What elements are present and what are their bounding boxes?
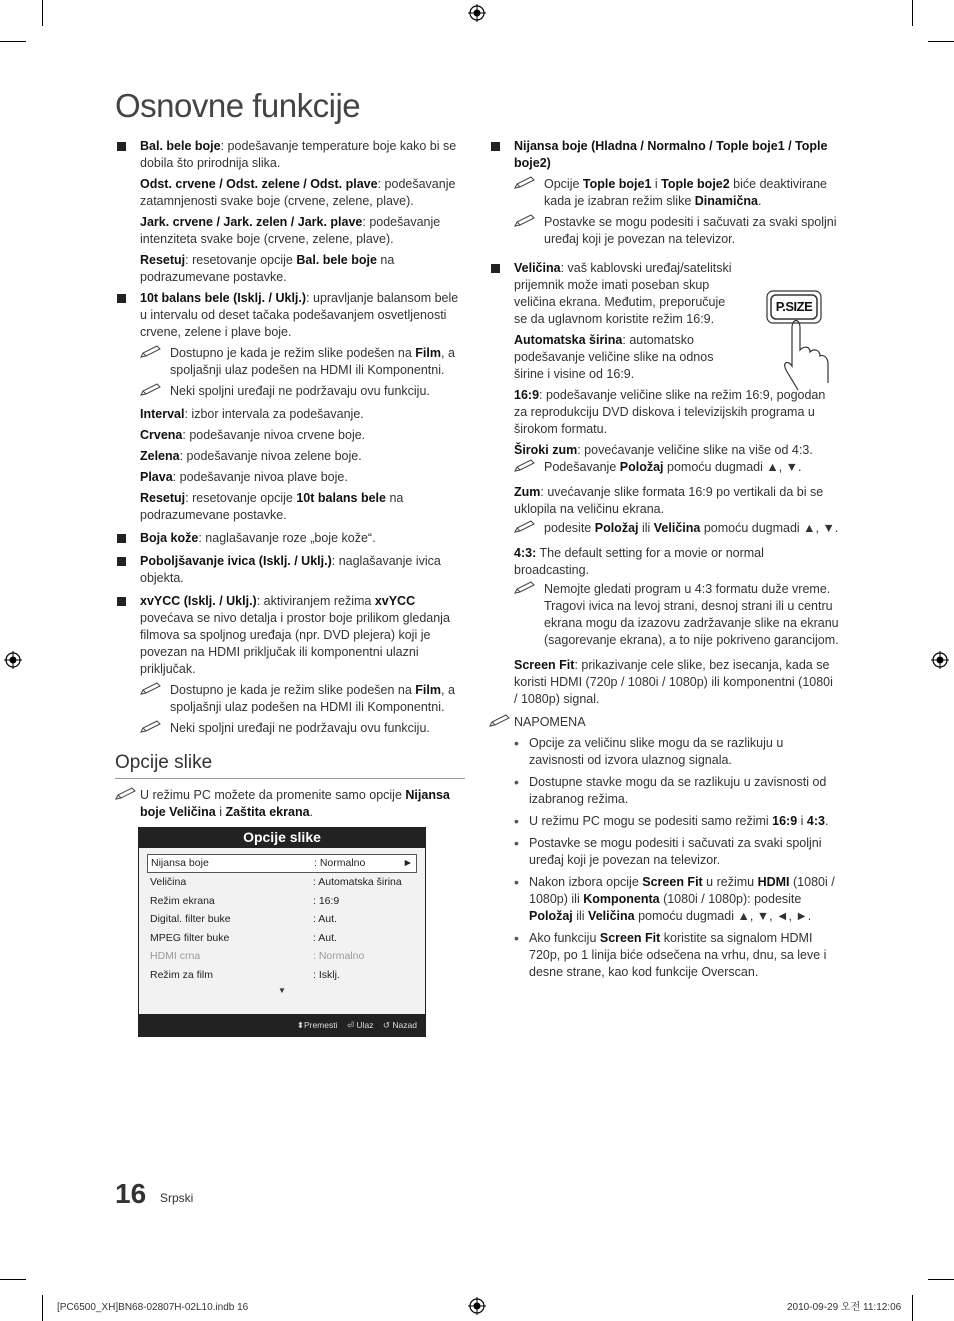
scroll-down-icon[interactable]: ▼	[278, 985, 286, 995]
note: U režimu PC možete da promenite samo opcije Nijansa boje Veličina i Zaštita ekrana.	[115, 787, 465, 821]
paragraph: Screen Fit: prikazivanje cele slike, bez isecanja, kada se koristi HDMI (720p / 1080i / 1080p) ili komponentni (1080i / 1080p) signal.	[514, 658, 833, 706]
note: Neki spoljni uređaji ne podržavaju ovu funkciju.	[115, 383, 465, 400]
crop-mark	[0, 41, 26, 42]
note-pencil-icon	[514, 520, 536, 534]
paragraph: 16:9: podešavanje veličine slike na režim 16:9, pogodan za reprodukciju DVD diskova i televizijskih programa u širokom formatu.	[514, 388, 826, 436]
note-pencil-icon	[115, 787, 137, 801]
note: Neki spoljni uređaji ne podržavaju ovu funkciju.	[115, 720, 465, 737]
list-item: Bal. bele boje: podešavanje temperature boje kako bi se dobila što prirodnija slika.	[115, 138, 465, 172]
list-item: • Dostupne stavke mogu da se razlikuju u zavisnosti od izabranog režima.	[489, 774, 839, 808]
crop-mark	[928, 1279, 954, 1280]
note-heading: NAPOMENA	[489, 714, 839, 731]
note-pencil-icon	[489, 714, 511, 728]
paragraph: Odst. crvene / Odst. zelene / Odst. plave: podešavanje zatamnjenosti svake boje (crvene, zelene, plave).	[140, 177, 456, 208]
paragraph: Automatska širina: automatsko podešavanje veličine slike na odnos širine i visine od 16:9.	[514, 333, 714, 381]
arrow-right-icon: ►	[402, 857, 413, 869]
note-pencil-icon	[140, 682, 162, 696]
osd-menu	[138, 827, 426, 1037]
list-item: • Nakon izbora opcije Screen Fit u režimu HDMI (1080i / 1080p) ili Komponenta (1080i / 1080p): podesite Položaj ili Veličina pomoću dugmadi ▲, ▼, ◄, ►.	[489, 874, 839, 925]
list-item: Veličina: vaš kablovski uređaj/satelitski prijemnik može imati poseban skup veličina ekrana. Međutim, preporučuje se da uglavnom koristite režim 16:9.	[489, 260, 839, 328]
page-title: Osnovne funkcije	[115, 87, 361, 124]
list-item: • U režimu PC mogu se podesiti samo režimi 16:9 i 4:3.	[489, 813, 839, 830]
list-item: • Postavke se mogu podesiti i sačuvati za svaki spoljni uređaj koji je povezan na televizor.	[489, 835, 839, 869]
menu-item-velicina[interactable]: Veličina : Automatska širina	[150, 876, 402, 888]
menu-item-hdmi-crna: HDMI crna : Normalno	[150, 950, 365, 963]
language-label: Srpski	[160, 1191, 194, 1205]
note-pencil-icon	[514, 459, 536, 473]
list-item: • Opcije za veličinu slike mogu da se razlikuju u zavisnosti od izvora ulaznog signala.	[489, 735, 839, 769]
paragraph: Široki zum: povećavanje veličine slike na više od 4:3.	[514, 443, 813, 457]
crop-mark	[42, 1295, 43, 1321]
menu-footer: ⬍Premesti ⏎ Ulaz ↺ Nazad	[139, 1014, 425, 1036]
paragraph: Jark. crvene / Jark. zelen / Jark. plave: podešavanje intenziteta svake boje (crvene, zelene, plave).	[140, 215, 441, 246]
menu-item-rezim-ekrana[interactable]: Režim ekrana : 16:9	[150, 894, 340, 907]
move-icon: ⬍	[296, 1020, 304, 1030]
paragraph: Interval: izbor intervala za podešavanje.	[140, 407, 364, 421]
note: Dostupno je kada je režim slike podešen na Film, a spoljašnji ulaz podešen na HDMI ili Komponentni.	[115, 682, 465, 716]
crop-mark	[912, 1295, 913, 1321]
registration-mark-icon	[931, 651, 949, 669]
menu-header: Opcije slike	[139, 828, 425, 848]
menu-item-rezim-za-film[interactable]: Režim za film : Isklj.	[150, 968, 340, 981]
left-column	[115, 138, 465, 1037]
psize-button-label: P.SIZE	[775, 299, 813, 314]
paragraph: Plava: podešavanje nivoa plave boje.	[140, 470, 348, 484]
list-item: • Ako funkciju Screen Fit koristite sa signalom HDMI 720p, po 1 linija biće odsečena na vrhu, dnu, sa leve i desne strane, kao kod funkcije Overscan.	[489, 930, 839, 981]
file-info: [PC6500_XH]BN68-02807H-02L10.indb 16	[57, 1302, 249, 1313]
note-pencil-icon	[140, 345, 162, 359]
crop-mark	[42, 0, 43, 26]
paragraph: Zelena: podešavanje nivoa zelene boje.	[140, 449, 362, 463]
paragraph: Zum: uvećavanje slike formata 16:9 po vertikali da bi se uklopila na veličinu ekrana.	[514, 485, 824, 516]
list-item: Nijansa boje (Hladna / Normalno / Tople boje1 / Tople boje2)	[489, 138, 839, 172]
note-pencil-icon	[514, 176, 536, 190]
crop-mark	[0, 1279, 26, 1280]
menu-item-digital-filter[interactable]: Digital. filter buke : Aut.	[150, 913, 337, 926]
note: Opcije Tople boje1 i Tople boje2 biće deaktivirane kada je izabran režim slike Dinamična.	[489, 176, 839, 210]
list-item: xvYCC (Isklj. / Uklj.): aktiviranjem režima xvYCC povećava se nivo detalja i prostor boje prilikom gledanja filmova sa spoljnog uređaja (npr. DVD plejera) koji je povezan na HDMI priključak ili komponentni ulazni priključak.	[115, 593, 465, 678]
note-pencil-icon	[514, 214, 536, 228]
list-item: 10t balans bele (Isklj. / Uklj.): upravljanje balansom bele u intervalu od deset tačaka podešavanjem osvetljenosti crvene, zelene i plave boje.	[115, 290, 465, 341]
note: Nemojte gledati program u 4:3 formatu duže vreme. Tragovi ivica na levoj strani, desnoj strani ili u centru ekrana mogu da izazovu zadržavanje slike na ekranu (sagorevanje ekrana), a to nije pokriveno garancijom.	[489, 581, 839, 649]
note: Podešavanje Položaj pomoću dugmadi ▲, ▼.	[489, 459, 839, 476]
list-item: Boja kože: naglašavanje roze „boje kože“.	[115, 530, 465, 547]
list-item: Poboljšavanje ivica (Isklj. / Uklj.): naglašavanje ivica objekta.	[115, 553, 465, 587]
paragraph: Resetuj: resetovanje opcije 10t balans bele na podrazumevane postavke.	[140, 491, 404, 522]
crop-mark	[928, 41, 954, 42]
note: podesite Položaj ili Veličina pomoću dugmadi ▲, ▼.	[489, 520, 839, 537]
registration-mark-icon	[468, 1297, 486, 1315]
section-heading: Opcije slike	[115, 751, 465, 779]
menu-body	[139, 848, 425, 1014]
right-column	[489, 138, 839, 986]
back-icon: ↺	[382, 1020, 391, 1030]
note-pencil-icon	[140, 720, 162, 734]
menu-item-mpeg-filter[interactable]: MPEG filter buke : Aut.	[150, 931, 337, 944]
note: Postavke se mogu podesiti i sačuvati za svaki spoljni uređaj koji je povezan na televizor.	[489, 214, 839, 248]
paragraph: Resetuj: resetovanje opcije Bal. bele boje na podrazumevane postavke.	[140, 253, 395, 284]
print-date: 2010-09-29 오전 11:12:06	[787, 1302, 902, 1313]
page-number: 16	[115, 1178, 147, 1209]
crop-mark	[912, 0, 913, 26]
note-pencil-icon	[140, 383, 162, 397]
menu-item-nijansa-boje[interactable]: Nijansa boje : Normalno ►	[147, 854, 417, 873]
note: Dostupno je kada je režim slike podešen na Film, a spoljašnji ulaz podešen na HDMI ili Komponentni.	[115, 345, 465, 379]
registration-mark-icon	[468, 4, 486, 22]
paragraph: Crvena: podešavanje nivoa crvene boje.	[140, 428, 366, 442]
note-pencil-icon	[514, 581, 536, 595]
enter-icon: ⏎	[346, 1020, 355, 1030]
paragraph: 4:3: The default setting for a movie or normal broadcasting.	[514, 546, 764, 577]
registration-mark-icon	[4, 651, 22, 669]
